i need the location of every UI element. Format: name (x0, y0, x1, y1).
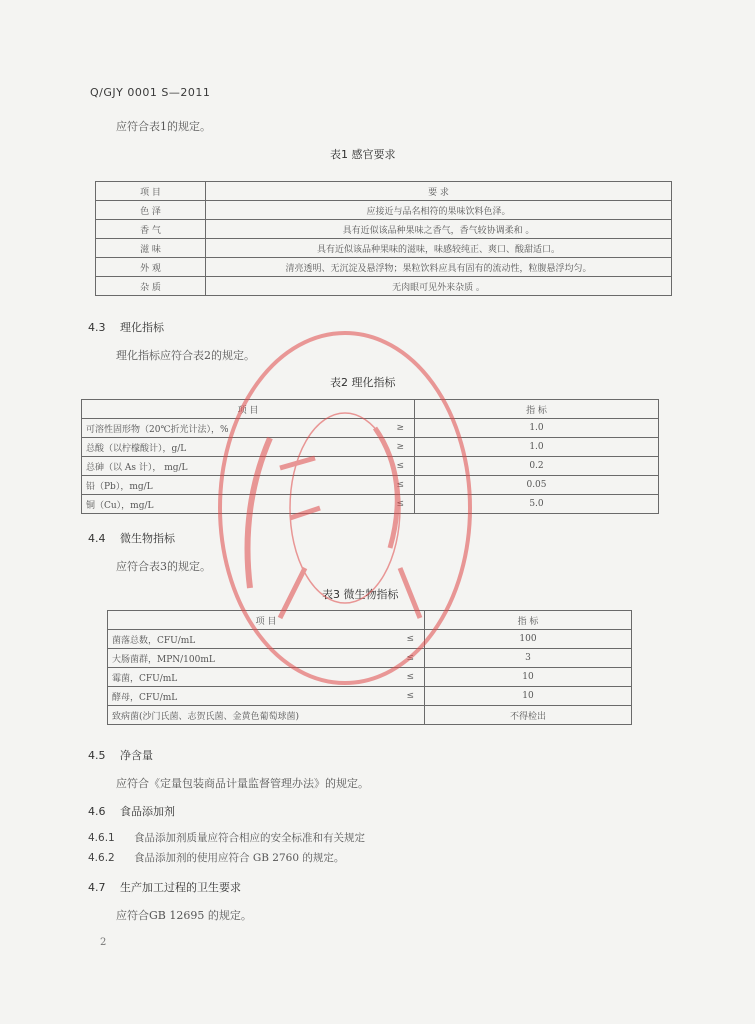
section-number: 4.7 (88, 881, 106, 894)
section-number: 4.6 (88, 805, 106, 818)
table-cell: 霉菌，CFU/mL (108, 668, 326, 687)
table-cell: 1.0 (415, 419, 659, 438)
subsection-4-6-1 (88, 830, 365, 845)
table-header-cell: 指 标 (415, 400, 659, 419)
subsection-text: 食品添加剂的使用应符合 GB 2760 的规定。 (134, 852, 345, 864)
table3-caption: 表3 微生物指标 (322, 588, 399, 601)
section-4-7-heading (88, 879, 241, 895)
table-header-row (108, 611, 632, 630)
table-cell: 总酸（以柠檬酸计），g/L (82, 438, 320, 457)
table-row (108, 706, 632, 725)
table-header-cell: 项 目 (96, 182, 206, 201)
table-cell: 5.0 (415, 495, 659, 514)
table-cell: 具有近似该品种果味的滋味，味感较纯正、爽口、酸甜适口。 (206, 239, 672, 258)
table-cell: ≤ (320, 457, 415, 476)
table-cell: 100 (425, 630, 632, 649)
table-cell: 具有近似该品种果味之香气，香气较协调柔和 。 (206, 220, 672, 239)
table-row (96, 220, 672, 239)
table-cell: 菌落总数，CFU/mL (108, 630, 326, 649)
table-cell: 0.2 (415, 457, 659, 476)
section-number: 4.4 (88, 532, 106, 545)
table-header-cell: 要 求 (206, 182, 672, 201)
table-cell: 10 (425, 668, 632, 687)
table-cell: ≤ (326, 630, 425, 649)
table-cell: 3 (425, 649, 632, 668)
table-cell: 不得检出 (425, 706, 632, 725)
table-cell: 10 (425, 687, 632, 706)
subsection-number: 4.6.1 (88, 832, 115, 844)
table-row (108, 630, 632, 649)
table-cell: ≥ (320, 438, 415, 457)
table-row (108, 687, 632, 706)
section-4-3-heading (88, 319, 164, 335)
table1-caption: 表1 感官要求 (330, 148, 396, 161)
table-header-cell: 指 标 (425, 611, 632, 630)
table-cell: 酵母，CFU/mL (108, 687, 326, 706)
table-cell: ≤ (326, 687, 425, 706)
section-4-5-text: 应符合《定量包装商品计量监督管理办法》的规定。 (116, 777, 369, 790)
section-4-6-heading (88, 803, 175, 819)
section-4-5-heading (88, 747, 153, 763)
section-title: 生产加工过程的卫生要求 (120, 881, 241, 894)
table-cell: 铅（Pb），mg/L (82, 476, 320, 495)
table-header-cell: 项 目 (108, 611, 425, 630)
subsection-number: 4.6.2 (88, 852, 115, 864)
table-row (96, 277, 672, 296)
table-row (108, 668, 632, 687)
table-header-row (96, 182, 672, 201)
table-row (82, 495, 659, 514)
section-4-4-heading (88, 530, 175, 546)
section-title: 理化指标 (120, 321, 164, 334)
table-cell: 1.0 (415, 438, 659, 457)
section-title: 净含量 (120, 749, 153, 762)
table-cell: 致病菌(沙门氏菌、志贺氏菌、金黄色葡萄球菌) (108, 706, 326, 725)
intro-text: 应符合表1的规定。 (116, 120, 211, 133)
table-cell: 色 泽 (96, 201, 206, 220)
table-cell: 总砷（以 As 计）， mg/L (82, 457, 320, 476)
subsection-4-6-2 (88, 850, 344, 865)
table-header-row (82, 400, 659, 419)
table-cell: 无肉眼可见外来杂质 。 (206, 277, 672, 296)
table-row (82, 476, 659, 495)
table-row (96, 201, 672, 220)
table-cell: 外 观 (96, 258, 206, 277)
section-title: 微生物指标 (120, 532, 175, 545)
section-title: 食品添加剂 (120, 805, 175, 818)
table-cell: ≤ (320, 495, 415, 514)
table-cell: 大肠菌群，MPN/100mL (108, 649, 326, 668)
table-cell: 0.05 (415, 476, 659, 495)
table-cell: 杂 质 (96, 277, 206, 296)
section-4-4-text: 应符合表3的规定。 (116, 560, 211, 573)
table-header-cell: 项 目 (82, 400, 415, 419)
table-cell: 香 气 (96, 220, 206, 239)
table1-sensory (95, 181, 672, 296)
table-row (82, 438, 659, 457)
table-cell: ≥ (320, 419, 415, 438)
document-code: Q/GJY 0001 S—2011 (90, 86, 211, 99)
table-cell: 应接近与品名相符的果味饮料色泽。 (206, 201, 672, 220)
section-4-7-text: 应符合GB 12695 的规定。 (116, 909, 252, 922)
table2-caption: 表2 理化指标 (330, 376, 396, 389)
table3-microbiological (107, 610, 632, 725)
table-row (108, 649, 632, 668)
table-row (96, 239, 672, 258)
subsection-text: 食品添加剂质量应符合相应的安全标准和有关规定 (134, 832, 365, 844)
page-number: 2 (100, 937, 107, 948)
table-cell: 可溶性固形物（20℃折光计法），% (82, 419, 320, 438)
table2-physicochemical (81, 399, 659, 514)
section-number: 4.3 (88, 321, 106, 334)
table-row (96, 258, 672, 277)
table-row (82, 457, 659, 476)
table-cell: 滋 味 (96, 239, 206, 258)
section-4-3-text: 理化指标应符合表2的规定。 (116, 349, 255, 362)
table-cell: ≤ (326, 668, 425, 687)
table-cell: ≤ (320, 476, 415, 495)
table-cell (326, 706, 425, 725)
table-cell: 铜（Cu），mg/L (82, 495, 320, 514)
section-number: 4.5 (88, 749, 106, 762)
table-cell: ≤ (326, 649, 425, 668)
table-cell: 清亮透明、无沉淀及悬浮物；果粒饮料应具有固有的流动性，粒腹悬浮均匀。 (206, 258, 672, 277)
table-row (82, 419, 659, 438)
